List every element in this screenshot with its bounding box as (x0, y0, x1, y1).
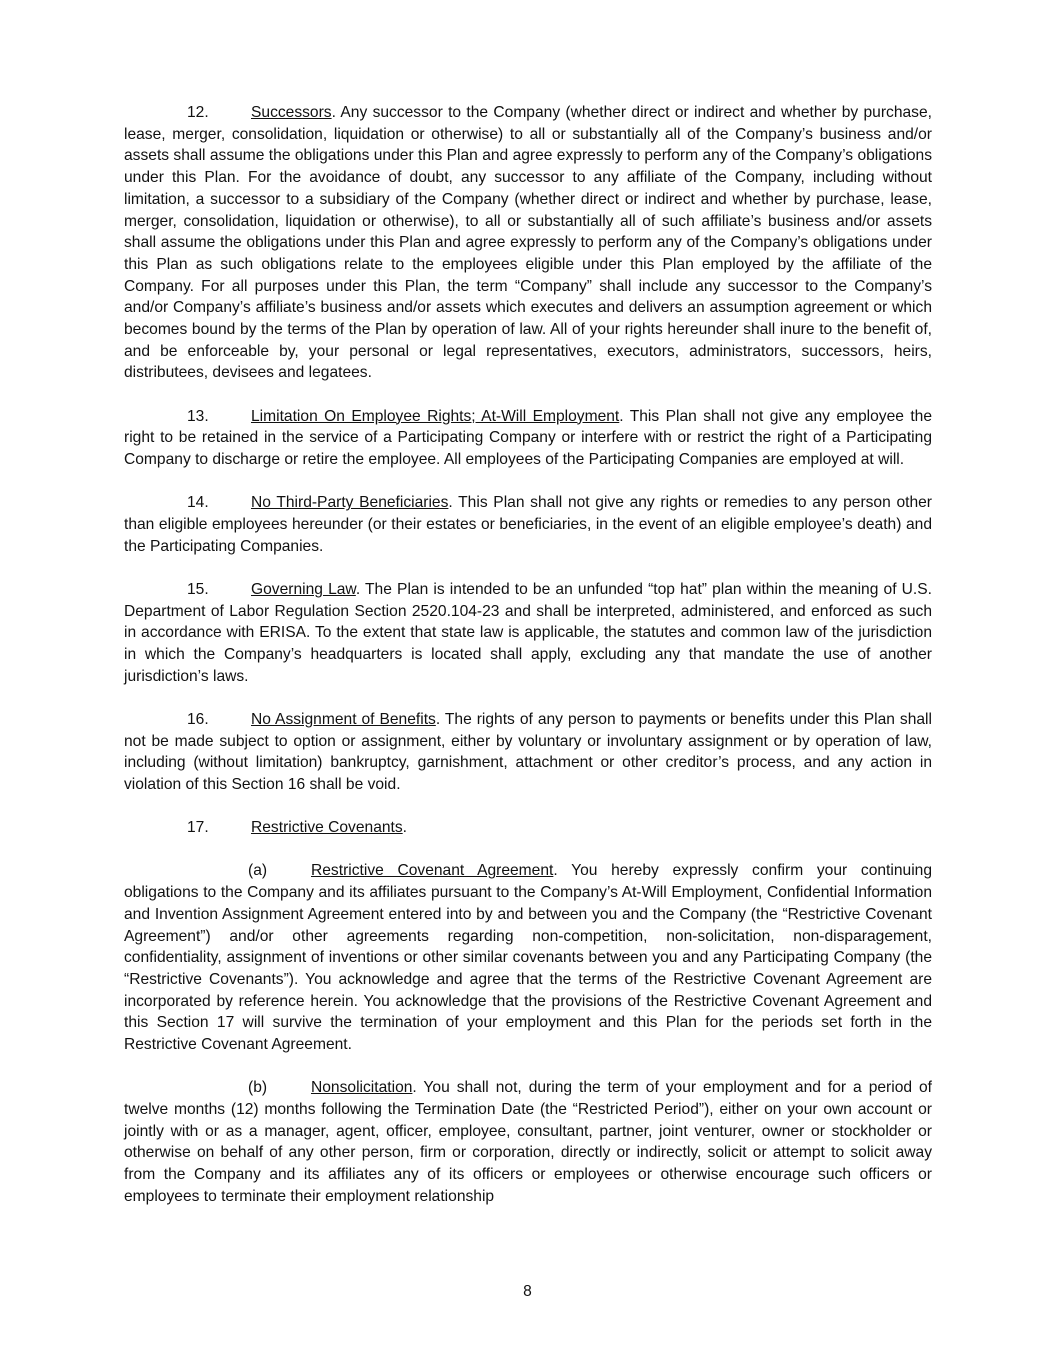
section-16 (124, 709, 932, 796)
section-body: . The Plan is intended to be an unfunded “top hat” plan within the meaning of U.S. Department of Labor Regulation Section 2520.104-23 and shall be interpreted, administered, and enforced as such in accordance with ERISA. To the extent that state law is applicable, the statutes and common law of the jurisdiction in which the Company’s headquarters is located shall apply, excluding any that mandate the use of another jurisdiction’s laws. (124, 580, 932, 685)
section-12 (124, 102, 932, 384)
section-body: . This Plan shall not give any rights or remedies to any person other than eligible employees hereunder (or their estates or beneficiaries, in the event of an eligible employee’s death) and the Participating Companies. (124, 494, 932, 555)
section-heading: No Third-Party Beneficiaries (251, 494, 449, 512)
section-17b (124, 1077, 932, 1207)
section-number: 15. (187, 580, 209, 598)
section-number: 17. (187, 819, 209, 837)
section-heading: No Assignment of Benefits (251, 710, 436, 728)
section-body: . Any successor to the Company (whether direct or indirect and whether by purchase, lease, merger, consolidation, liquidation or otherwise) to all or substantially all of the Company’s business and/or assets shall assume the obligations under this Plan and agree expressly to perform any of the Company’s obligations under this Plan. For the avoidance of doubt, any successor to any affiliate of the Company, including without limitation, a successor to a subsidiary of the Company (whether direct or indirect and whether by purchase, lease, merger, consolidation, liquidation or otherwise), to all or substantially all of such affiliate’s business and/or assets shall assume the obligations under this Plan and agree expressly to perform any of the Company’s obligations under this Plan as such obligations relate to the employees eligible under this Plan employed by the affiliate of the Company. For all purposes under this Plan, the term “Company” shall include any successor to the Company’s and/or Company’s affiliate’s business and/or assets which executes and delivers an assumption agreement or which becomes bound by the terms of the Plan by operation of law. All of your rights hereunder shall inure to the benefit of, and be enforceable by, your personal or legal representatives, executors, administrators, successors, heirs, distributees, devisees and legatees. (124, 104, 932, 382)
page-number: 8 (523, 1283, 532, 1300)
section-heading: Restrictive Covenants (251, 819, 403, 837)
section-body: . This Plan shall not give any employee the right to be retained in the service of a Participating Company or interfere with or restrict the right of a Participating Company to discharge or retire the employee. All employees of the Participating Companies are employed at will. (124, 407, 933, 469)
subsection-body: . You hereby expressly confirm your continuing obligations to the Company and its affiliates pursuant to the Company’s At-Will Employment, Confidential Information and Invention Assignment Agreement entered into by and between you and the Company (the “Restrictive Covenant Agreement”) and/or other agreements regarding non-competition, non-solicitation, non-disparagement, confidentiality, assignment of inventions or other similar covenants between you and any Participating Company (the “Restrictive Covenants”). You acknowledge and agree that the terms of the Restrictive Covenant Agreement are incorporated by reference herein. You acknowledge that the provisions of the Restrictive Covenant Agreement and this Section 17 will survive the termination of your employment and this Plan for the periods set forth in the Restrictive Covenant Agreement. (124, 862, 933, 1054)
section-15 (124, 579, 932, 688)
subsection-label: (a) (248, 862, 268, 880)
section-number: 14. (187, 494, 209, 512)
section-14 (124, 492, 932, 557)
document-page (124, 102, 932, 1229)
section-17a (124, 860, 932, 1055)
section-17 (124, 817, 932, 839)
section-body: . The rights of any person to payments or benefits under this Plan shall not be made subject to option or assignment, either by voluntary or involuntary assignment or by operation of law, including (without limitation) bankruptcy, garnishment, attachment or other creditor’s process, and any action in violation of this Section 16 shall be void. (124, 710, 932, 793)
subsection-heading: Restrictive Covenant Agreement (311, 862, 554, 880)
section-heading: Successors (251, 104, 332, 121)
section-number: 12. (187, 104, 209, 121)
section-heading: Limitation On Employee Rights; At-Will Employment (251, 407, 620, 425)
section-heading: Governing Law (251, 580, 356, 598)
subsection-heading: Nonsolicitation (311, 1079, 413, 1097)
subsection-label: (b) (248, 1079, 268, 1097)
section-13 (124, 406, 932, 471)
subsection-body: . You shall not, during the term of your employment and for a period of twelve months (12) months following the Termination Date (the “Restricted Period”), either on your own account or jointly with or as a manager, agent, officer, employee, consultant, partner, joint venturer, owner or stockholder or otherwise on behalf of any other person, firm or corporation, directly or indirectly, solicit or attempt to solicit away from the Company and its affiliates any of its officers or employees or otherwise encourage such officers or employees to terminate their employment relationship (124, 1079, 932, 1205)
section-body: . (402, 819, 408, 837)
section-number: 13. (187, 407, 209, 425)
section-number: 16. (187, 710, 209, 728)
